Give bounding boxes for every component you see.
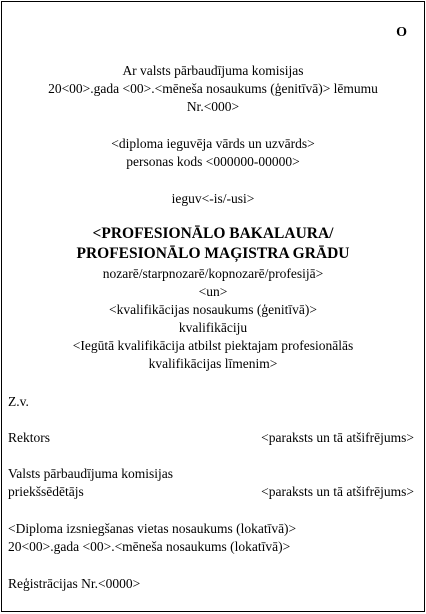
issuance-date: 20<00>.gada <00>.<mēneša nosaukums (lokatīvā)> [8, 539, 291, 554]
commission-chair-signature: <paraksts un tā atšifrējums> [261, 484, 414, 499]
issuance-place: <Diploma izsniegšanas vietas nosaukums (lokatīvā)> [8, 521, 297, 536]
qualification-name: <kvalifikācijas nosaukums (ģenitīvā)> [109, 302, 317, 317]
degree-field: nozarē/starpnozarē/kopnozarē/profesijā> [102, 266, 324, 281]
decision-line-2: 20<00>.gada <00>.<mēneša nosaukums (ģenitīvā)> lēmumu [48, 81, 378, 96]
degree-title-line-1: <PROFESIONĀLO BAKALAURA/ [92, 225, 334, 242]
degree-title-line-2: PROFESIONĀLO MAĢISTRA GRĀDU [76, 245, 350, 262]
commission-chair-label-line-1: Valsts pārbaudījuma komisijas [8, 466, 173, 481]
rector-signature: <paraksts un tā atšifrējums> [261, 430, 414, 445]
rector-label: Rektors [8, 430, 50, 445]
recipient-name: <diploma ieguvēja vārds un uzvārds> [111, 136, 315, 151]
registration-number: Reģistrācijas Nr.<0000> [8, 576, 141, 591]
and-text: <un> [198, 284, 228, 299]
decision-line-1: Ar valsts pārbaudījuma komisijas [122, 63, 304, 78]
obtained-text: ieguv<-is/-usi> [171, 191, 255, 206]
diploma-template-page [1, 1, 425, 612]
qualification-level-line-1: <Iegūtā kvalifikācija atbilst piektajam profesionālās [72, 338, 354, 353]
qualification-word: kvalifikāciju [178, 320, 248, 335]
decision-line-3: Nr.<000> [186, 99, 240, 114]
commission-chair-label-line-2: priekšsēdētājs [8, 484, 84, 499]
seal-place: Z.v. [8, 394, 29, 409]
recipient-id-code: personas kods <000000-00000> [126, 154, 300, 169]
qualification-level-line-2: kvalifikācijas līmenim> [148, 356, 278, 371]
corner-mark: O [396, 25, 407, 40]
